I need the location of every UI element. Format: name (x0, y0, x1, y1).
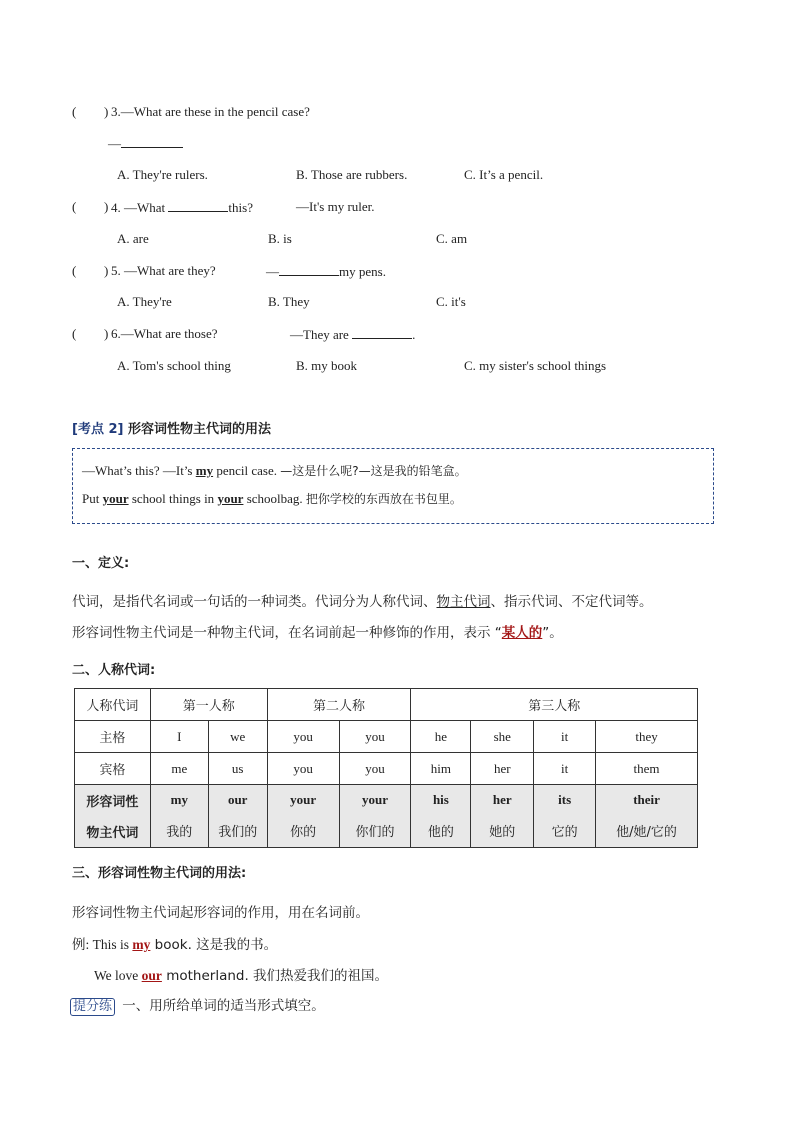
answer-paren-close: ) (104, 326, 109, 341)
option-c: C. my sister's school things (464, 358, 607, 373)
question-6-stem: 6.—What are those? (111, 326, 218, 341)
table-cell: me (150, 753, 208, 785)
section-heading-personal-pronouns: 二、人称代词: (72, 663, 156, 678)
usage-paragraph: 形容词性物主代词起形容词的作用，用在名词前。 (72, 905, 369, 921)
section-heading-definition: 一、定义: (72, 556, 130, 571)
option-b: B. They (268, 294, 310, 309)
table-cell: they (596, 721, 698, 753)
table-cell: he (411, 721, 471, 753)
practice-instruction: 一、用所给单词的适当形式填空。 (122, 998, 325, 1014)
pronoun-table (74, 688, 698, 848)
table-cell: I (150, 721, 208, 753)
question-3-answer-line: — (108, 135, 183, 152)
answer-paren-open: ( (72, 199, 77, 214)
table-row-label: 形容词性 物主代词 (75, 785, 151, 848)
option-a: A. Tom's school thing (117, 358, 231, 373)
table-cell: her (471, 753, 534, 785)
example-line-1: —What’s this? —It’s my pencil case. —这是什么呢?—这是我的铅笔盒。 (82, 463, 467, 478)
table-row-possessive (75, 785, 698, 848)
table-header-row (75, 689, 698, 721)
table-header-cell: 人称代词 (75, 689, 151, 721)
answer-blank[interactable] (352, 326, 412, 339)
kaodian-tag: [考点 2] (72, 422, 124, 437)
table-cell: you (267, 721, 339, 753)
table-header-cell: 第一人称 (150, 689, 267, 721)
option-c: C. it's (436, 294, 466, 309)
table-cell: their 他/她/它的 (596, 785, 698, 848)
question-4-reply: —It's my ruler. (296, 199, 375, 214)
table-cell: you (267, 753, 339, 785)
table-cell: she (471, 721, 534, 753)
table-cell: my 我的 (150, 785, 208, 848)
practice-heading (70, 994, 325, 1016)
table-cell: you (339, 753, 411, 785)
answer-blank[interactable] (168, 199, 228, 212)
table-cell: it (534, 721, 596, 753)
table-cell: his 他的 (411, 785, 471, 848)
answer-paren-open: ( (72, 263, 77, 278)
question-5-stem: 5. —What are they? (111, 263, 216, 278)
kaodian-title: 形容词性物主代词的用法 (123, 422, 271, 437)
question-3-stem: 3.—What are these in the pencil case? (111, 104, 310, 119)
table-cell: your 你的 (267, 785, 339, 848)
table-row-label: 宾格 (75, 753, 151, 785)
answer-paren-close: ) (104, 104, 109, 119)
option-b: B. my book (296, 358, 358, 373)
example-box (72, 448, 714, 524)
kaodian-heading (72, 418, 271, 437)
table-row-label: 主格 (75, 721, 151, 753)
option-a: A. They're (117, 294, 172, 309)
practice-badge: 提分练 (70, 998, 115, 1016)
usage-example-1: 例: This is my book. 这是我的书。 (72, 937, 278, 953)
example-line-2: Put your school things in your schoolbag. 把你学校的东西放在书包里。 (82, 491, 462, 506)
question-6-reply: —They are . (290, 327, 416, 342)
table-cell: it (534, 753, 596, 785)
section-heading-usage: 三、形容词性物主代词的用法: (72, 866, 247, 881)
table-cell: our 我们的 (208, 785, 267, 848)
answer-blank[interactable] (279, 263, 339, 276)
definition-paragraph-2: 形容词性物主代词是一种物主代词，在名词前起一种修饰的作用，表示 “某人的”。 (72, 625, 563, 641)
table-cell: we (208, 721, 267, 753)
answer-paren-open: ( (72, 104, 77, 119)
answer-paren-close: ) (104, 263, 109, 278)
table-row (75, 753, 698, 785)
table-cell: its 它的 (534, 785, 596, 848)
option-a: A. are (117, 231, 149, 246)
table-cell: him (411, 753, 471, 785)
option-b: B. is (268, 231, 292, 246)
definition-paragraph-1: 代词，是指代名词或一句话的一种词类。代词分为人称代词、物主代词、指示代词、不定代词等。 (72, 594, 653, 610)
answer-paren-close: ) (104, 199, 109, 214)
question-5-reply: — my pens. (266, 264, 386, 279)
table-cell: them (596, 753, 698, 785)
table-cell: us (208, 753, 267, 785)
table-cell: your 你们的 (339, 785, 411, 848)
option-c: C. It’s a pencil. (464, 167, 544, 182)
usage-example-2: We love our motherland. 我们热爱我们的祖国。 (94, 968, 389, 984)
option-c: C. am (436, 231, 468, 246)
answer-blank[interactable] (121, 135, 183, 148)
answer-paren-open: ( (72, 326, 77, 341)
table-cell: you (339, 721, 411, 753)
table-header-cell: 第二人称 (267, 689, 411, 721)
question-4-stem: 4. —What this? (111, 200, 253, 215)
option-b: B. Those are rubbers. (296, 167, 408, 182)
option-a: A. They're rulers. (117, 167, 208, 182)
table-row (75, 721, 698, 753)
table-cell: her 她的 (471, 785, 534, 848)
table-header-cell: 第三人称 (411, 689, 698, 721)
